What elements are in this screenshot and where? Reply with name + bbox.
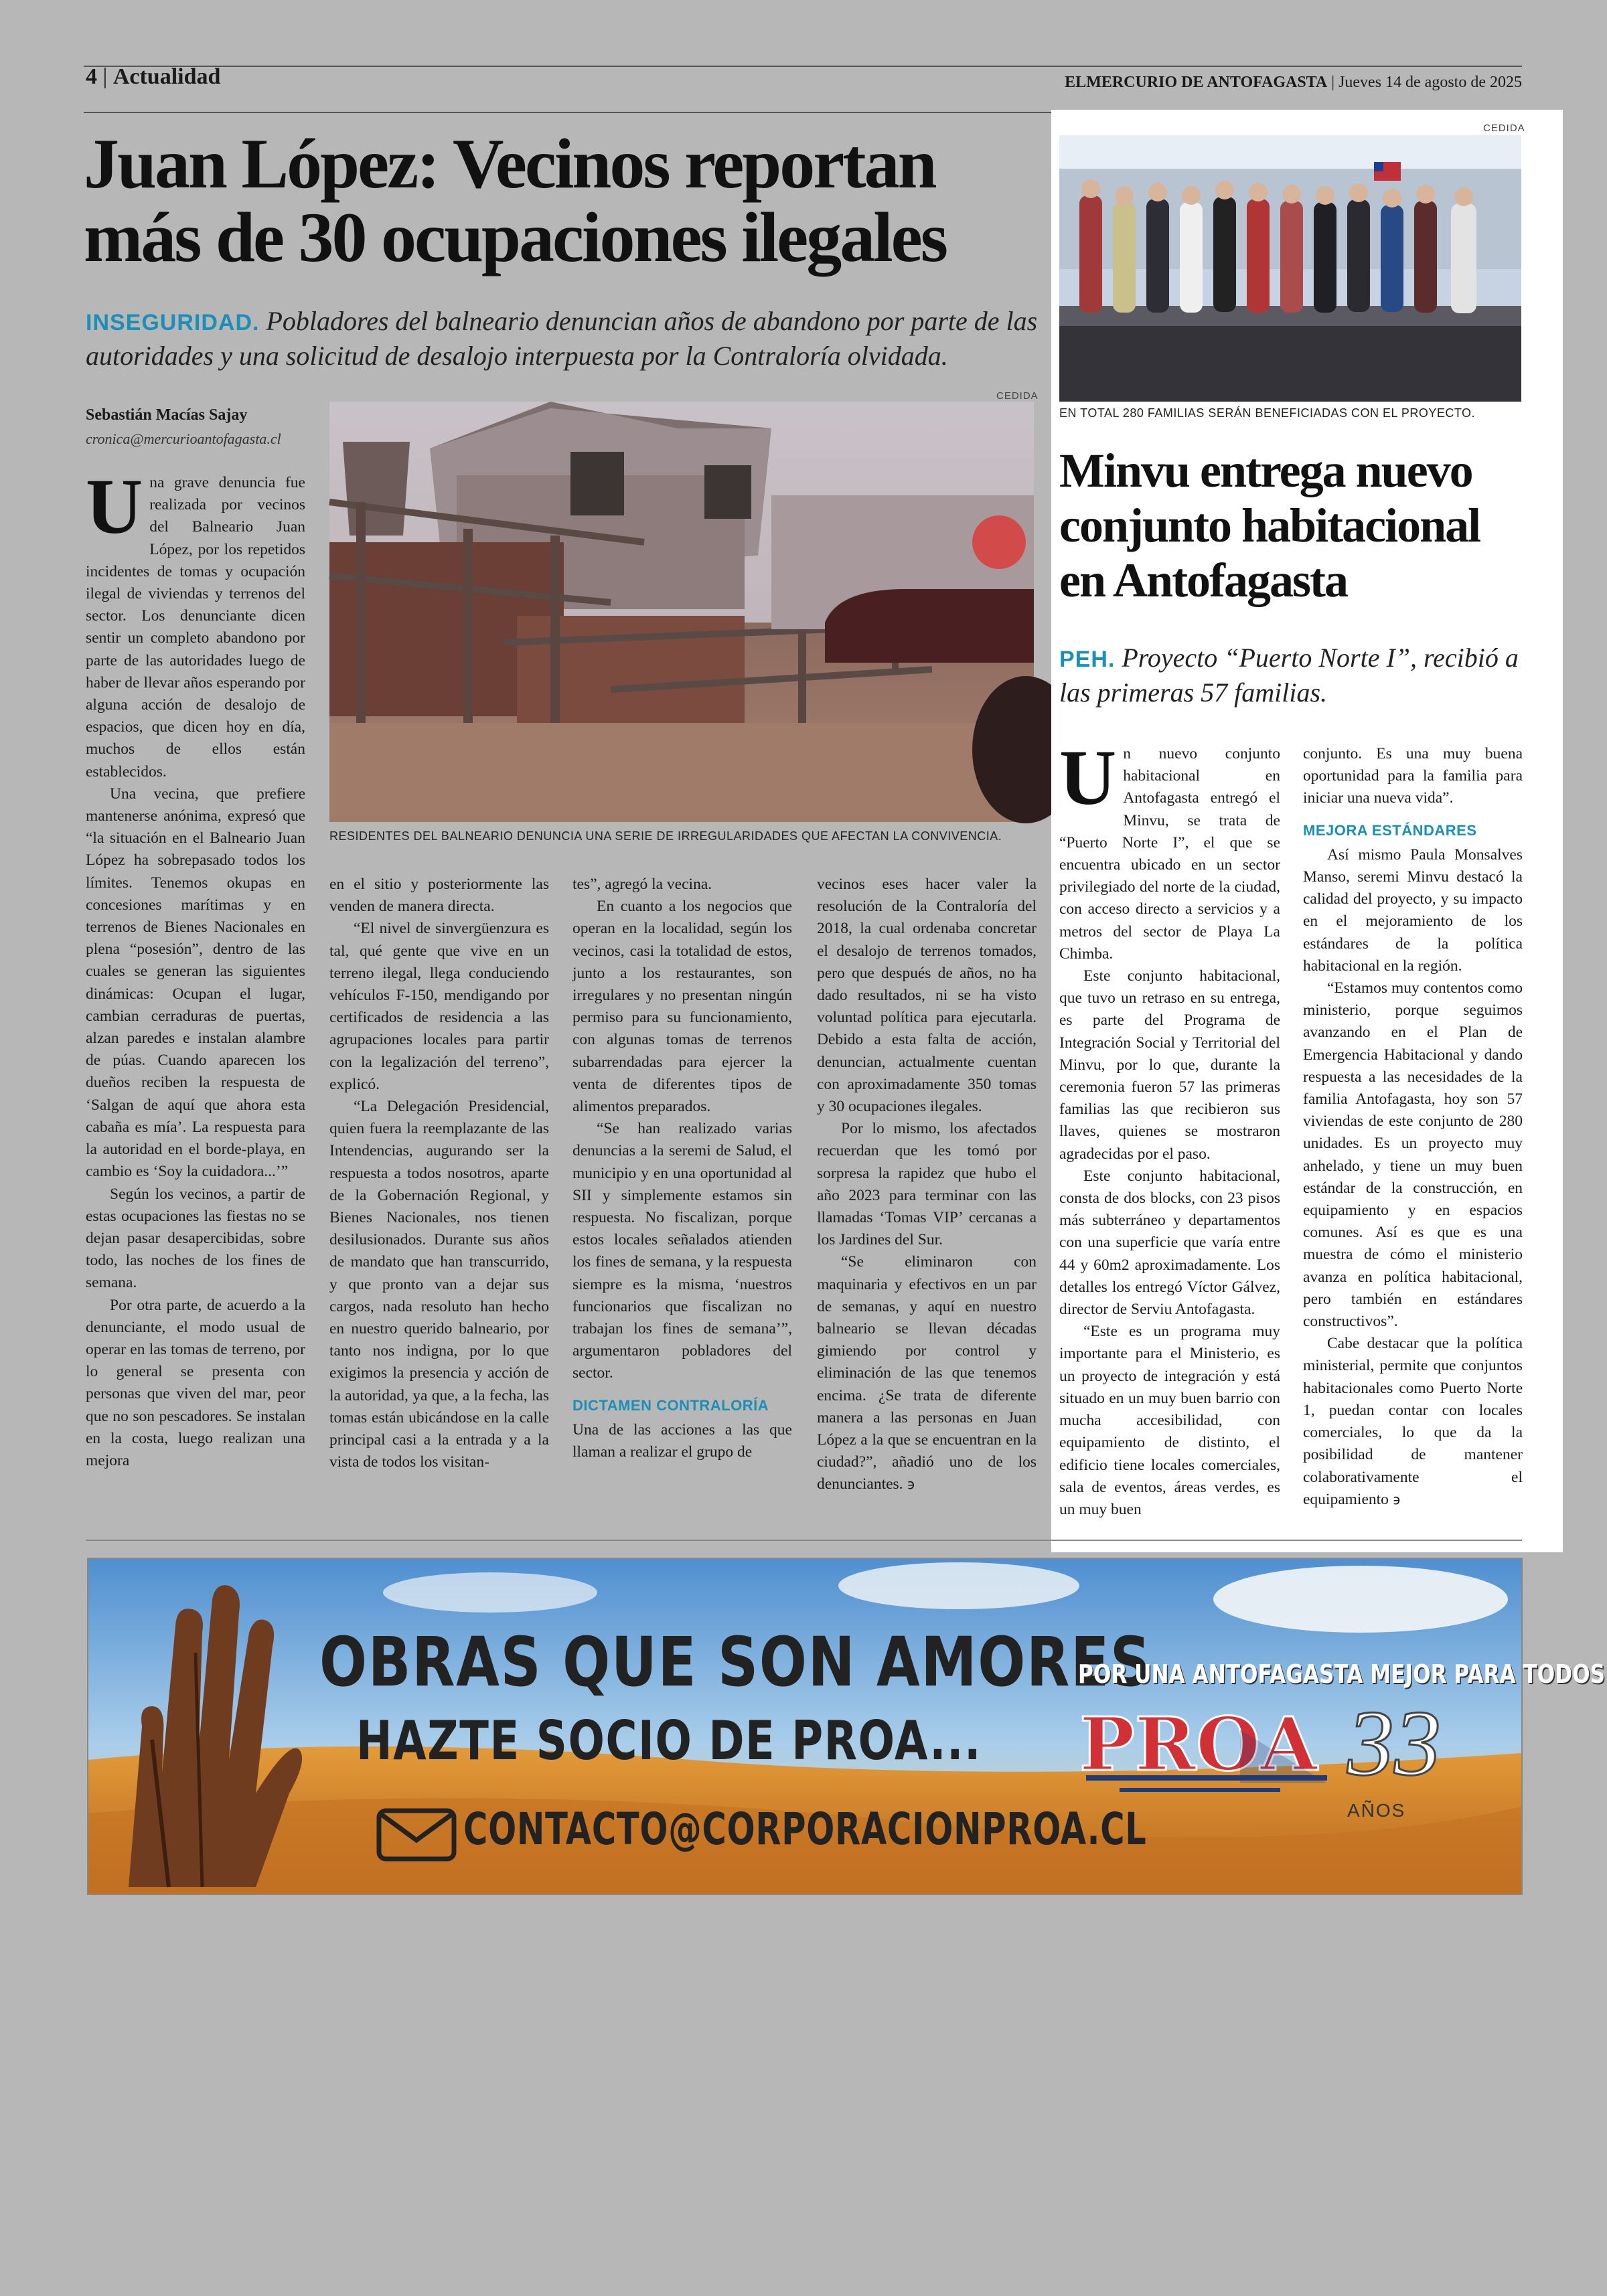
main-headline-line2: más de 30 ocupaciones ilegales [84, 198, 946, 276]
side-paragraph [1303, 1333, 1523, 1511]
proa-logo-text: PROA [1079, 1701, 1318, 1787]
page-number: 4 [86, 64, 97, 89]
beach-shack-illustration [329, 402, 1034, 822]
side-headline [1059, 443, 1528, 608]
main-paragraph: tes”, agregó la vecina. [572, 876, 712, 893]
side-headline-line3: en Antofagasta [1059, 554, 1348, 607]
publication-dateline: ELMERCURIO DE ANTOFAGASTA | Jueves 14 de agosto de 2025 [1065, 74, 1522, 91]
side-photo-caption: EN TOTAL 280 FAMILIAS SERÁN BENEFICIADAS CON EL PROYECTO. [1059, 406, 1476, 420]
end-of-article-icon: ϶ [907, 1476, 915, 1493]
ad-headline: OBRAS QUE SON AMORES [319, 1623, 1152, 1702]
main-paragraph: Por otra parte, de acuerdo a la denunciante, el modo usual de operar en las tomas de terreno, por lo general se presenta con personas que viven del mar, peor que no son pescadores. Se instalan en la costa, luego realizan una mejora [86, 1296, 305, 1469]
main-headline-line1: Juan López: Vecinos reportan [84, 125, 935, 203]
header-top-rule [84, 66, 1522, 67]
side-paragraph: Así mismo Paula Monsalves Manso, seremi Minvu destacó la calidad del proyecto, y su impacto en el mejoramiento de los estándares de la política habitacional en la región. [1303, 845, 1523, 975]
main-paragraph [86, 463, 305, 783]
side-headline-line2: conjunto habitacional [1059, 499, 1480, 552]
side-tag: PEH. [1059, 647, 1116, 672]
main-paragraph: vecinos eses hacer valer la resolución de la Contraloría del 2018, la cual ordenaba concretar el desalojo de terrenos tomados, pero que después de años, no ha dado resultados, ni se ha visto voluntad política para ejecutarla. Debido a esta falta de acción, denuncian, actualmente cuentan con aproximadamente 350 tomas y 30 ocupaciones ilegales. [817, 876, 1037, 1116]
publication-date: Jueves 14 de agosto de 2025 [1338, 74, 1522, 91]
side-paragraph: “Estamos muy contentos como ministerio, porque seguimos avanzando en el Plan de Emergencia Habitacional y dando respuesta a las necesidades de la familia Antofagasta, hoy son 57 viviendas de este conjunto de 280 unidades. Es un proyecto muy anhelado, y tiene un muy buen estándar de la construcción, en equipamiento y en espacios comunes. Así es que es una muestra de cómo el ministerio avanza en política habitacional, pero también en estándares constructivos”. [1303, 979, 1523, 1331]
main-paragraph [817, 1251, 1037, 1495]
envelope-icon [376, 1808, 457, 1862]
main-headline [84, 127, 1048, 274]
main-paragraph: Una de las acciones a las que llaman a realizar el grupo de [572, 1420, 792, 1461]
proa-advertisement [87, 1558, 1606, 1895]
main-paragraph: En cuanto a los negocios que operan en la localidad, según los vecinos, casi la totalidad de estos, junto a los restaurantes, son irregulares y no presentan ningún permiso para su funcionamiento, con algunas tomas de terrenos subarrendadas para ejercer la venta de diferentes tipos de alimentos preparados. [572, 898, 792, 1116]
side-column-1 [1059, 734, 1280, 1523]
main-column-2 [329, 874, 549, 1520]
side-deck-text: Proyecto “Puerto Norte I”, recibió a las primeras 57 familias. [1059, 643, 1519, 708]
side-paragraph: “Este es un programa muy importante para el Ministerio, es un proyecto de integración y está situado en un muy buen barrio con mucha accesibilidad, con equipamiento de distinto, el edificio tiene locales comerciales, sala de eventos, áreas verdes, es un muy buen [1059, 1323, 1280, 1518]
side-paragraph: Este conjunto habitacional, consta de dos blocks, con 23 pisos más subterráneo y departamentos con una superficie que varía entre 44 y 60m2 aproximadamente. Los detalles los entregó Víctor Gálvez, director de Serviu Antofagasta. [1059, 1167, 1280, 1319]
main-dropcap: U [86, 463, 143, 550]
side-deck [1059, 641, 1528, 710]
end-of-article-icon: ϶ [1392, 1491, 1401, 1507]
proa-logo [1079, 1703, 1334, 1803]
ad-years-number: 33 [1347, 1692, 1441, 1795]
side-column-2 [1303, 743, 1523, 1523]
hand-sculpture-icon [88, 1572, 303, 1894]
side-col2-p4-text: Cabe destacar que la política ministerial, permite que conjuntos habitacionales como Puerto Norte 1, puedan contar con locales comerciales, lo que da la posibilidad de mantener colaborativamente el equipamiento [1303, 1335, 1523, 1508]
publication-name: ELMERCURIO DE ANTOFAGASTA [1065, 74, 1328, 91]
main-tag: INSEGURIDAD. [86, 310, 260, 335]
byline-email: cronica@mercurioantofagasta.cl [86, 430, 281, 447]
main-paragraph: “Se han realizado varias denuncias a la seremi de Salud, el municipio y en una oportunidad al SII y simplemente estamos sin respuesta. No fiscalizan, porque estos locales señalados atienden los fines de semana, y la respuesta siempre es la misma, ‘nuestros funcionarios que fiscalizan no trabajan los fines de semana’”, argumentaron pobladores del sector. [572, 1120, 792, 1382]
side-headline-line1: Minvu entrega nuevo [1059, 444, 1472, 497]
main-paragraph: “La Delegación Presidencial, quien fuera la reemplazante de las Intendencias, augurando ser la respuesta a todos nosotros, aparte de la Gobernación Regional, y Bienes Nacionales, nos tienen desilusionados. Durante sus años de mandato que han transcurrido, y que pronto van a dejar sus cargos, nada resoluto han hecho en nuestro querido balneario, por tanto nos indigna, por lo que exigimos la presencia y acción de la autoridad, ya que, a la fecha, las tomas están ubicándose en la calle principal casi a la entrada y a la vista de todos los visitan- [329, 1098, 549, 1471]
side-paragraph: conjunto. Es una muy buena oportunidad para la familia para iniciar una nueva vida”. [1303, 745, 1523, 807]
side-dropcap: U [1059, 734, 1117, 821]
ad-subheadline: HAZTE SOCIO DE PROA... [356, 1710, 982, 1772]
main-paragraph: en el sitio y posteriormente las venden de manera directa. [329, 876, 549, 916]
side-subhead: MEJORA ESTÁNDARES [1303, 821, 1477, 839]
main-column-1 [86, 463, 305, 1520]
side-paragraph: Este conjunto habitacional, que tuvo un retraso en su entrega, es parte del Programa de Integración Social y Territorial del Minvu, por lo que, durante la ceremonia fueron 57 las primeras familias las que recibieron sus llaves, quienes se mostraron agradecidas por el paso. [1059, 967, 1280, 1163]
main-deck [86, 305, 1050, 373]
main-paragraph: “El nivel de sinvergüenzura es tal, qué gente que vive en un terreno ilegal, llega conduciendo vehículos F-150, mendigando por certificados de residencia a las agrupaciones locales para partir con la legalización del terreno”, explicó. [329, 920, 549, 1093]
main-column-4 [817, 874, 1037, 1520]
side-paragraph [1059, 734, 1280, 965]
main-subhead: DICTAMEN CONTRALORÍA [572, 1396, 769, 1414]
main-paragraph: Una vecina, que prefiere mantenerse anónima, expresó que “la situación en el Balneario Juan López ha sobrepasado todos los límites. Tenemos okupas en concesiones marítimas y en terrenos de Bienes Nacionales en plena “posesión”, dentro de las cuales se generan las siguientes dinámicas: Ocupan el lugar, cambian cerraduras de puertas, alzan paredes e instalan alambre de púas. Cuando aparecen los dueños reciben la respuesta de ‘Salgan de aquí que ahora esta cabaña es mía’. La respuesta para la autoridad en el borde-playa, en cambio es ‘Soy la cuidadora...’” [86, 785, 305, 1181]
header-bottom-rule [84, 112, 1053, 113]
main-column-3 [572, 874, 792, 1520]
side-photo [1059, 135, 1521, 402]
main-paragraph: Según los vecinos, a partir de estas ocupaciones las fiestas no se dejan pasar desapercibidas, sobre todo, las noches de los fines de semana. [86, 1185, 305, 1292]
main-paragraph: Por lo mismo, los afectados recuerdan que les tomó por sorpresa la rapidez que hubo el año 2023 para terminar con las llamadas ‘Tomas VIP’ cercanas a los Jardines del Sur. [817, 1120, 1037, 1249]
page-section-label: 4 | Actualidad [86, 64, 221, 89]
main-deck-text: Pobladores del balneario denuncian años de abandono por parte de las autoridades y una solicitud de desalojo interpuesta por la Contraloría olvidada. [86, 306, 1038, 371]
ad-contact-email[interactable]: CONTACTO@CORPORACIONPROA.CL [463, 1803, 1147, 1855]
main-photo [329, 402, 1034, 822]
page-bottom-rule [86, 1540, 1522, 1541]
ad-years-label: AÑOS [1347, 1800, 1406, 1821]
ceremony-group-illustration [1059, 135, 1521, 402]
section-name: Actualidad [112, 64, 221, 89]
ad-tagline: POR UNA ANTOFAGASTA MEJOR PARA TODOS [1078, 1659, 1606, 1689]
main-photo-credit: CEDIDA [996, 390, 1039, 402]
side-photo-credit: CEDIDA [1483, 122, 1525, 134]
side-col1-p1-text: n nuevo conjunto habitacional en Antofagasta entregó el Minvu, se trata de “Puerto Norte I”, el que se encuentra ubicado en un sector privilegiado del norte de la ciudad, con acceso directo a servicios y a metros del sector de Playa La Chimba. [1059, 745, 1280, 963]
byline-author: Sebastián Macías Sajay [86, 406, 248, 424]
main-photo-caption: RESIDENTES DEL BALNEARIO DENUNCIA UNA SERIE DE IRREGULARIDADES QUE AFECTAN LA CONVIVENCIA. [329, 829, 1002, 843]
main-col1-p1-text: na grave denuncia fue realizada por vecinos del Balneario Juan López, por los repetidos incidentes de tomas y ocupación ilegal de viviendas y terrenos del sector. Los denunciante dicen sentir un completo abandono por parte de las autoridades luego de haber de llevar años esperando por alguna acción de desalojo de espacios, que dicen hoy en día, muchos de ellos están establecidos. [86, 474, 305, 781]
main-col4-p3-text: “Se eliminaron con maquinaria y efectivos en un par de semanas, y aquí en nuestro balneario se llevan décadas gimiendo por control y eliminación de las que tenemos encima. ¿Se trata de diferente manera a las personas en Juan López a la que se encuentran en la ciudad?”, añadió uno de los denunciantes. [817, 1253, 1037, 1493]
